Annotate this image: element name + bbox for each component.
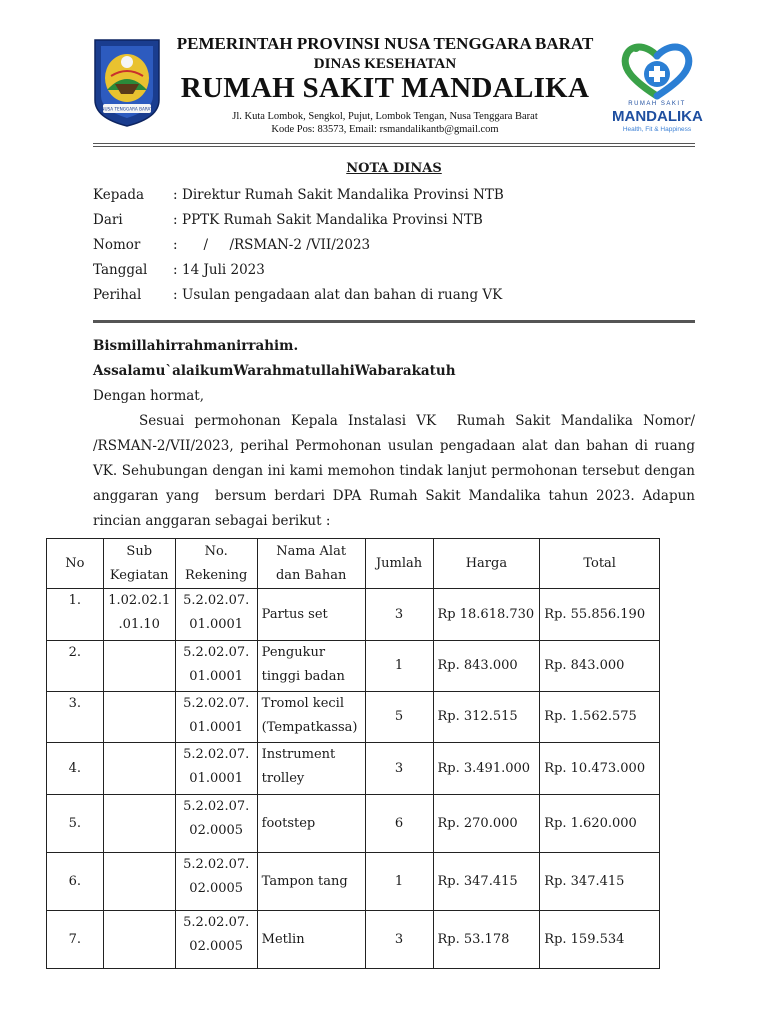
greeting-salam: Assalamu`alaikumWarahmatullahiWabarakatuh	[93, 363, 456, 379]
cell-jumlah: 1	[365, 641, 433, 692]
table-row	[47, 692, 660, 743]
cell-rekening: 5.2.02.07. 02.0005	[175, 795, 257, 853]
cell-total: Rp. 1.620.000	[540, 795, 660, 853]
cell-nama: Metlin	[257, 911, 365, 969]
cell-no: 6.	[47, 853, 104, 911]
table-row	[47, 911, 660, 969]
cell-nama: footstep	[257, 795, 365, 853]
cell-total: Rp. 159.534	[540, 911, 660, 969]
cell-sub-kegiatan: 1.02.02.1 .01.10	[103, 589, 175, 641]
fields-divider	[93, 320, 695, 323]
header-address: Jl. Kuta Lombok, Sengkol, Pujut, Lombok Tengan, Nusa Tenggara Barat	[232, 111, 538, 122]
greeting-bismillah: Bismillahirrahmanirrahim.	[93, 338, 299, 354]
cell-sub-kegiatan	[103, 853, 175, 911]
cell-harga: Rp 18.618.730	[433, 589, 540, 641]
header-no-rekening: No. Rekening	[175, 539, 257, 589]
cell-nama: Partus set	[257, 589, 365, 641]
logo-brand-text: MANDALIKA	[612, 108, 703, 125]
field-label-nomor: Nomor	[93, 237, 141, 253]
header-divider-thin	[93, 143, 695, 144]
cell-rekening: 5.2.02.07. 01.0001	[175, 589, 257, 641]
cell-rekening: 5.2.02.07. 01.0001	[175, 692, 257, 743]
field-label-perihal: Perihal	[93, 287, 142, 303]
cell-no: 5.	[47, 795, 104, 853]
table-row	[47, 743, 660, 795]
cell-nama: Instrument trolley	[257, 743, 365, 795]
cell-nama: Tampon tang	[257, 853, 365, 911]
cell-sub-kegiatan	[103, 641, 175, 692]
cell-sub-kegiatan	[103, 911, 175, 969]
table-header-row	[47, 539, 660, 589]
field-label-dari: Dari	[93, 212, 123, 228]
field-label-kepada: Kepada	[93, 187, 145, 203]
cell-no: 1.	[47, 589, 104, 641]
field-colon: :	[173, 262, 178, 278]
table-row	[47, 589, 660, 641]
cell-jumlah: 3	[365, 589, 433, 641]
budget-table	[46, 538, 660, 969]
cell-total: Rp. 843.000	[540, 641, 660, 692]
cell-harga: Rp. 843.000	[433, 641, 540, 692]
header-government-line: PEMERINTAH PROVINSI NUSA TENGGARA BARAT	[176, 34, 594, 53]
cell-harga: Rp. 347.415	[433, 853, 540, 911]
cell-total: Rp. 55.856.190	[540, 589, 660, 641]
cell-nama: Pengukur tinggi badan	[257, 641, 365, 692]
body-paragraph: Sesuai permohonan Kepala Instalasi VK Rumah Sakit Mandalika Nomor/ /RSMAN-2/VII/2023, perihal Permohonan usulan pengadaan alat dan bahan di ruang VK. Sehubungan dengan ini kami memohon tindak lanjut permohonan tersebut dengan anggaran yang bersum berdari DPA Rumah Sakit Mandalika tahun 2023. Adapun rincian anggaran sebagai berikut :	[93, 413, 717, 529]
cell-rekening: 5.2.02.07. 02.0005	[175, 911, 257, 969]
cell-nama: Tromol kecil (Tempatkassa)	[257, 692, 365, 743]
header-contact: Kode Pos: 83573, Email: rsmandalikantb@gmail.com	[271, 124, 499, 135]
table-row	[47, 853, 660, 911]
cell-sub-kegiatan	[103, 743, 175, 795]
header-divider-thin-2	[93, 146, 695, 147]
cell-no: 3.	[47, 692, 104, 743]
ntb-emblem-ribbon-text: NUSA TENGGARA BARAT	[101, 106, 153, 112]
field-label-tanggal: Tanggal	[93, 262, 148, 278]
header-jumlah: Jumlah	[365, 539, 433, 589]
header-total: Total	[540, 539, 660, 589]
field-value-kepada: Direktur Rumah Sakit Mandalika Provinsi NTB	[182, 187, 504, 203]
document-title: NOTA DINAS	[346, 161, 442, 176]
cell-harga: Rp. 53.178	[433, 911, 540, 969]
cell-total: Rp. 1.562.575	[540, 692, 660, 743]
field-colon: :	[173, 237, 178, 253]
table-row	[47, 641, 660, 692]
cell-rekening: 5.2.02.07. 02.0005	[175, 853, 257, 911]
logo-small-text: RUMAH SAKIT	[628, 101, 686, 107]
greeting-opening: Dengan hormat,	[93, 388, 205, 404]
rs-mandalika-logo	[612, 38, 702, 138]
field-colon: :	[173, 187, 178, 203]
field-value-perihal: Usulan pengadaan alat dan bahan di ruang VK	[182, 287, 503, 303]
logo-tagline: Health, Fit & Happiness	[622, 126, 692, 133]
cell-harga: Rp. 312.515	[433, 692, 540, 743]
header-harga: Harga	[433, 539, 540, 589]
cell-harga: Rp. 3.491.000	[433, 743, 540, 795]
field-colon: :	[173, 287, 178, 303]
cell-no: 2.	[47, 641, 104, 692]
cell-total: Rp. 347.415	[540, 853, 660, 911]
field-value-dari: PPTK Rumah Sakit Mandalika Provinsi NTB	[182, 212, 483, 228]
header-sub-kegiatan: Sub Kegiatan	[103, 539, 175, 589]
field-value-tanggal: 14 Juli 2023	[182, 262, 265, 278]
cell-jumlah: 3	[365, 743, 433, 795]
cell-sub-kegiatan	[103, 692, 175, 743]
cell-jumlah: 5	[365, 692, 433, 743]
rs-mandalika-logo-icon	[612, 38, 702, 100]
table-row	[47, 795, 660, 853]
header-nama-alat: Nama Alat dan Bahan	[257, 539, 365, 589]
cell-rekening: 5.2.02.07. 01.0001	[175, 641, 257, 692]
header-department-line: DINAS KESEHATAN	[313, 56, 457, 72]
header-hospital-name: RUMAH SAKIT MANDALIKA	[180, 72, 590, 104]
cell-jumlah: 6	[365, 795, 433, 853]
field-value-nomor: / /RSMAN-2 /VII/2023	[182, 237, 371, 253]
cell-no: 7.	[47, 911, 104, 969]
cell-jumlah: 1	[365, 853, 433, 911]
cell-total: Rp. 10.473.000	[540, 743, 660, 795]
cell-rekening: 5.2.02.07. 01.0001	[175, 743, 257, 795]
cell-harga: Rp. 270.000	[433, 795, 540, 853]
cell-no: 4.	[47, 743, 104, 795]
cell-sub-kegiatan	[103, 795, 175, 853]
field-colon: :	[173, 212, 178, 228]
header-no: No	[47, 539, 104, 589]
cell-jumlah: 3	[365, 911, 433, 969]
